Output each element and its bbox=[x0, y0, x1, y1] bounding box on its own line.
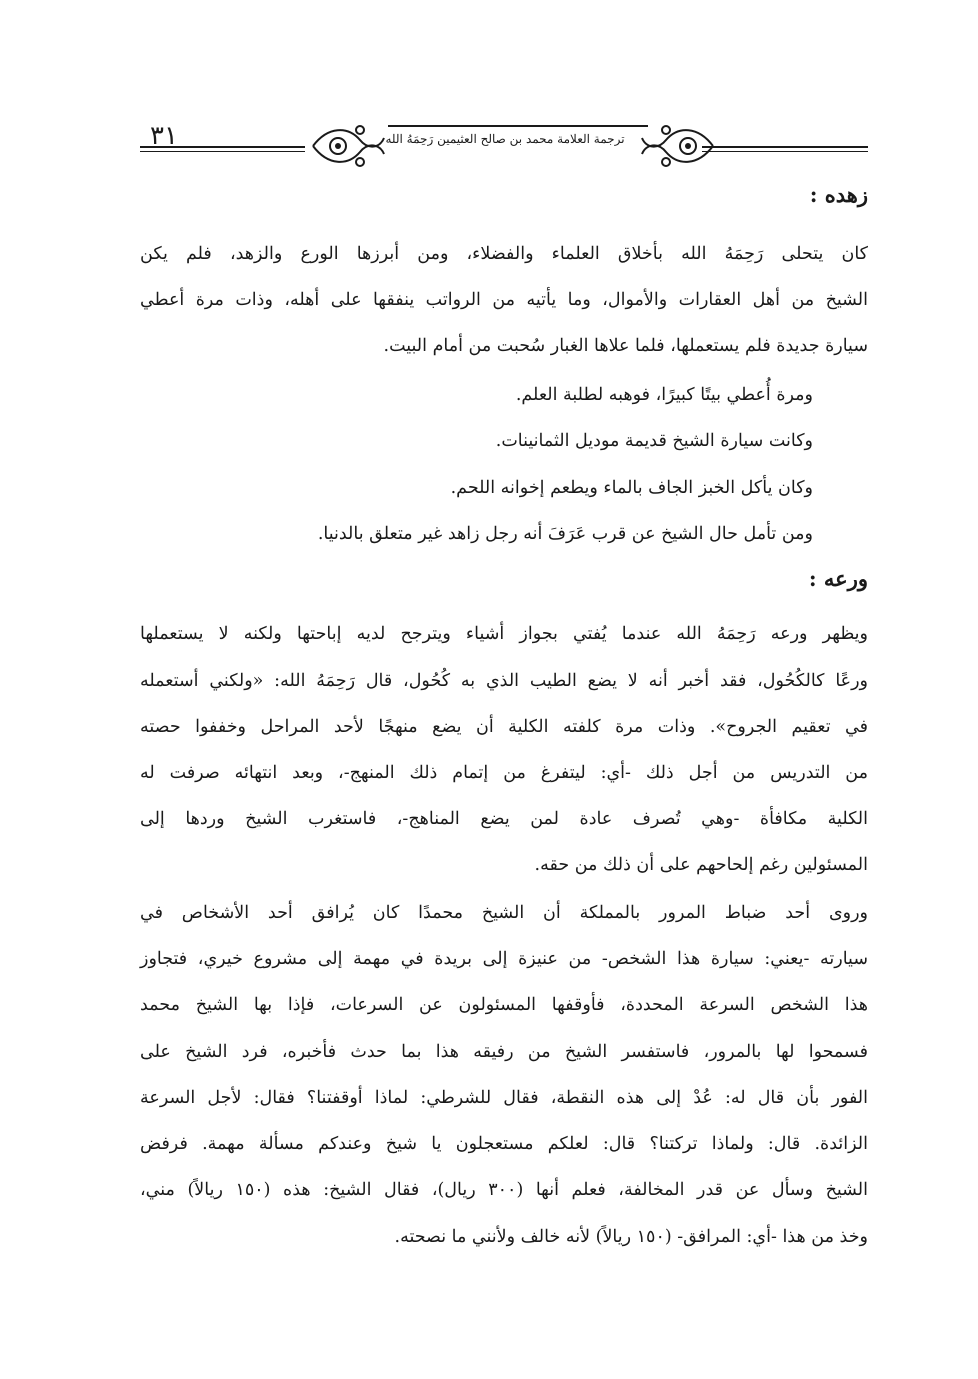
paragraph-line: سيارة جديدة فلم يستعملها، فلما علاها الغبار سُحبت من أمام البيت. bbox=[383, 336, 868, 356]
paragraph-line: كان يتحلى رَحِمَهُ الله بأخلاق العلماء والفضلاء، ومن أبرزها الورع والزهد، فلم يكن bbox=[140, 244, 868, 264]
page-number: ٣١ bbox=[150, 121, 178, 151]
paragraph-line: ويظهر ورعه رَحِمَهُ الله عندما يُفتي بجواز أشياء ويترجح لديه إباحتها ولكنه لا يستعملها bbox=[140, 624, 868, 644]
paragraph-line: الفور بأن قال له: عُدْ إلى هذه النقطة، فقال للشرطي: لماذا أوقفتنا؟ فقال: لأجل السرعة bbox=[140, 1088, 868, 1108]
paragraph-line: الكلية مكافأة -وهي تُصرف عادة لمن يضع المناهج-، فاستغرب الشيخ وردها إلى bbox=[140, 809, 868, 829]
paragraph-line: الشيخ وسأل عن قدر المخالفة، فعلم أنها (٣٠٠ ريال)، فقال الشيخ: هذه (١٥٠ ريالاً) مني، bbox=[140, 1180, 868, 1200]
running-header bbox=[140, 108, 868, 178]
paragraph-line: وكان يأكل الخبز الجاف بالماء ويطعم إخوانه اللحم. bbox=[450, 478, 813, 498]
paragraph-line: فسمحوا لها بالمرور، فاستفسر الشيخ من رفيقه هذا بما حدث فأخبره، فرد الشيخ على bbox=[140, 1042, 868, 1062]
section-heading: ورعه : bbox=[808, 566, 868, 591]
paragraph-line: ورعًا كالكُحُول، فقد أخبر أنه لا يضع الطيب الذي به كُحُول، قال رَحِمَهُ الله: «ولكني أستعمله bbox=[140, 671, 868, 691]
header-rule bbox=[388, 125, 648, 127]
paragraph-line: في تعقيم الجروح». وذات مرة كلفته الكلية أن يضع منهجًا لأحد المراحل وخففوا حصته bbox=[140, 717, 868, 737]
paragraph-line: من التدريس من أجل ذلك -أي: ليتفرغ من إتمام ذلك المنهج-، وبعد انتهائه صرفت له bbox=[140, 763, 868, 783]
ornament-right-icon bbox=[638, 112, 718, 172]
header-title: ترجمة العلامة محمد بن صالح العثيمين رَحِمَهُ الله bbox=[385, 132, 625, 146]
header-rule bbox=[702, 146, 868, 148]
paragraph-line: الشيخ من أهل العقارات والأموال، وما يأتيه من الرواتب ينفقها على أهله، وذات مرة أعطي bbox=[140, 290, 868, 310]
paragraph-line: ومرة أُعطي بيتًا كبيرًا، فوهبه لطلبة العلم. bbox=[515, 385, 813, 405]
paragraph-line: وروى أحد ضباط المرور بالمملكة أن الشيخ محمدًا كان يُرافق أحد الأشخاص في bbox=[140, 903, 868, 923]
header-rule bbox=[702, 151, 868, 152]
section-heading: زهده : bbox=[809, 182, 868, 207]
paragraph-line: ومن تأمل حال الشيخ عن قرب عَرَفَ أنه رجل زاهد غير متعلق بالدنيا. bbox=[317, 524, 813, 544]
paragraph-line: سيارته -يعني: سيارة هذا الشخص- من عنيزة إلى بريدة في مهمة إلى مشروع خيري، فتجاوز bbox=[140, 949, 868, 969]
paragraph-line: المسئولين رغم إلحاحهم على أن ذلك من حقه. bbox=[534, 855, 868, 875]
paragraph-line: وخذ من هذا -أي: المرافق- (١٥٠ ريالاً) لأنه خالف ولأنني ما نصحته. bbox=[394, 1227, 868, 1247]
paragraph-line: الزائدة. قال: ولماذا تركتنا؟ قال: لعلكم مستعجلون يا شيخ وعندكم مسألة مهمة. فرفض bbox=[140, 1134, 868, 1154]
header-rule bbox=[140, 151, 305, 152]
paragraph-line: هذا الشخص السرعة المحددة، فأوقفها المسئولون عن السرعات، فإذا بها الشيخ محمد bbox=[140, 995, 868, 1015]
paragraph-line: وكانت سيارة الشيخ قديمة موديل الثمانينات. bbox=[495, 431, 813, 451]
